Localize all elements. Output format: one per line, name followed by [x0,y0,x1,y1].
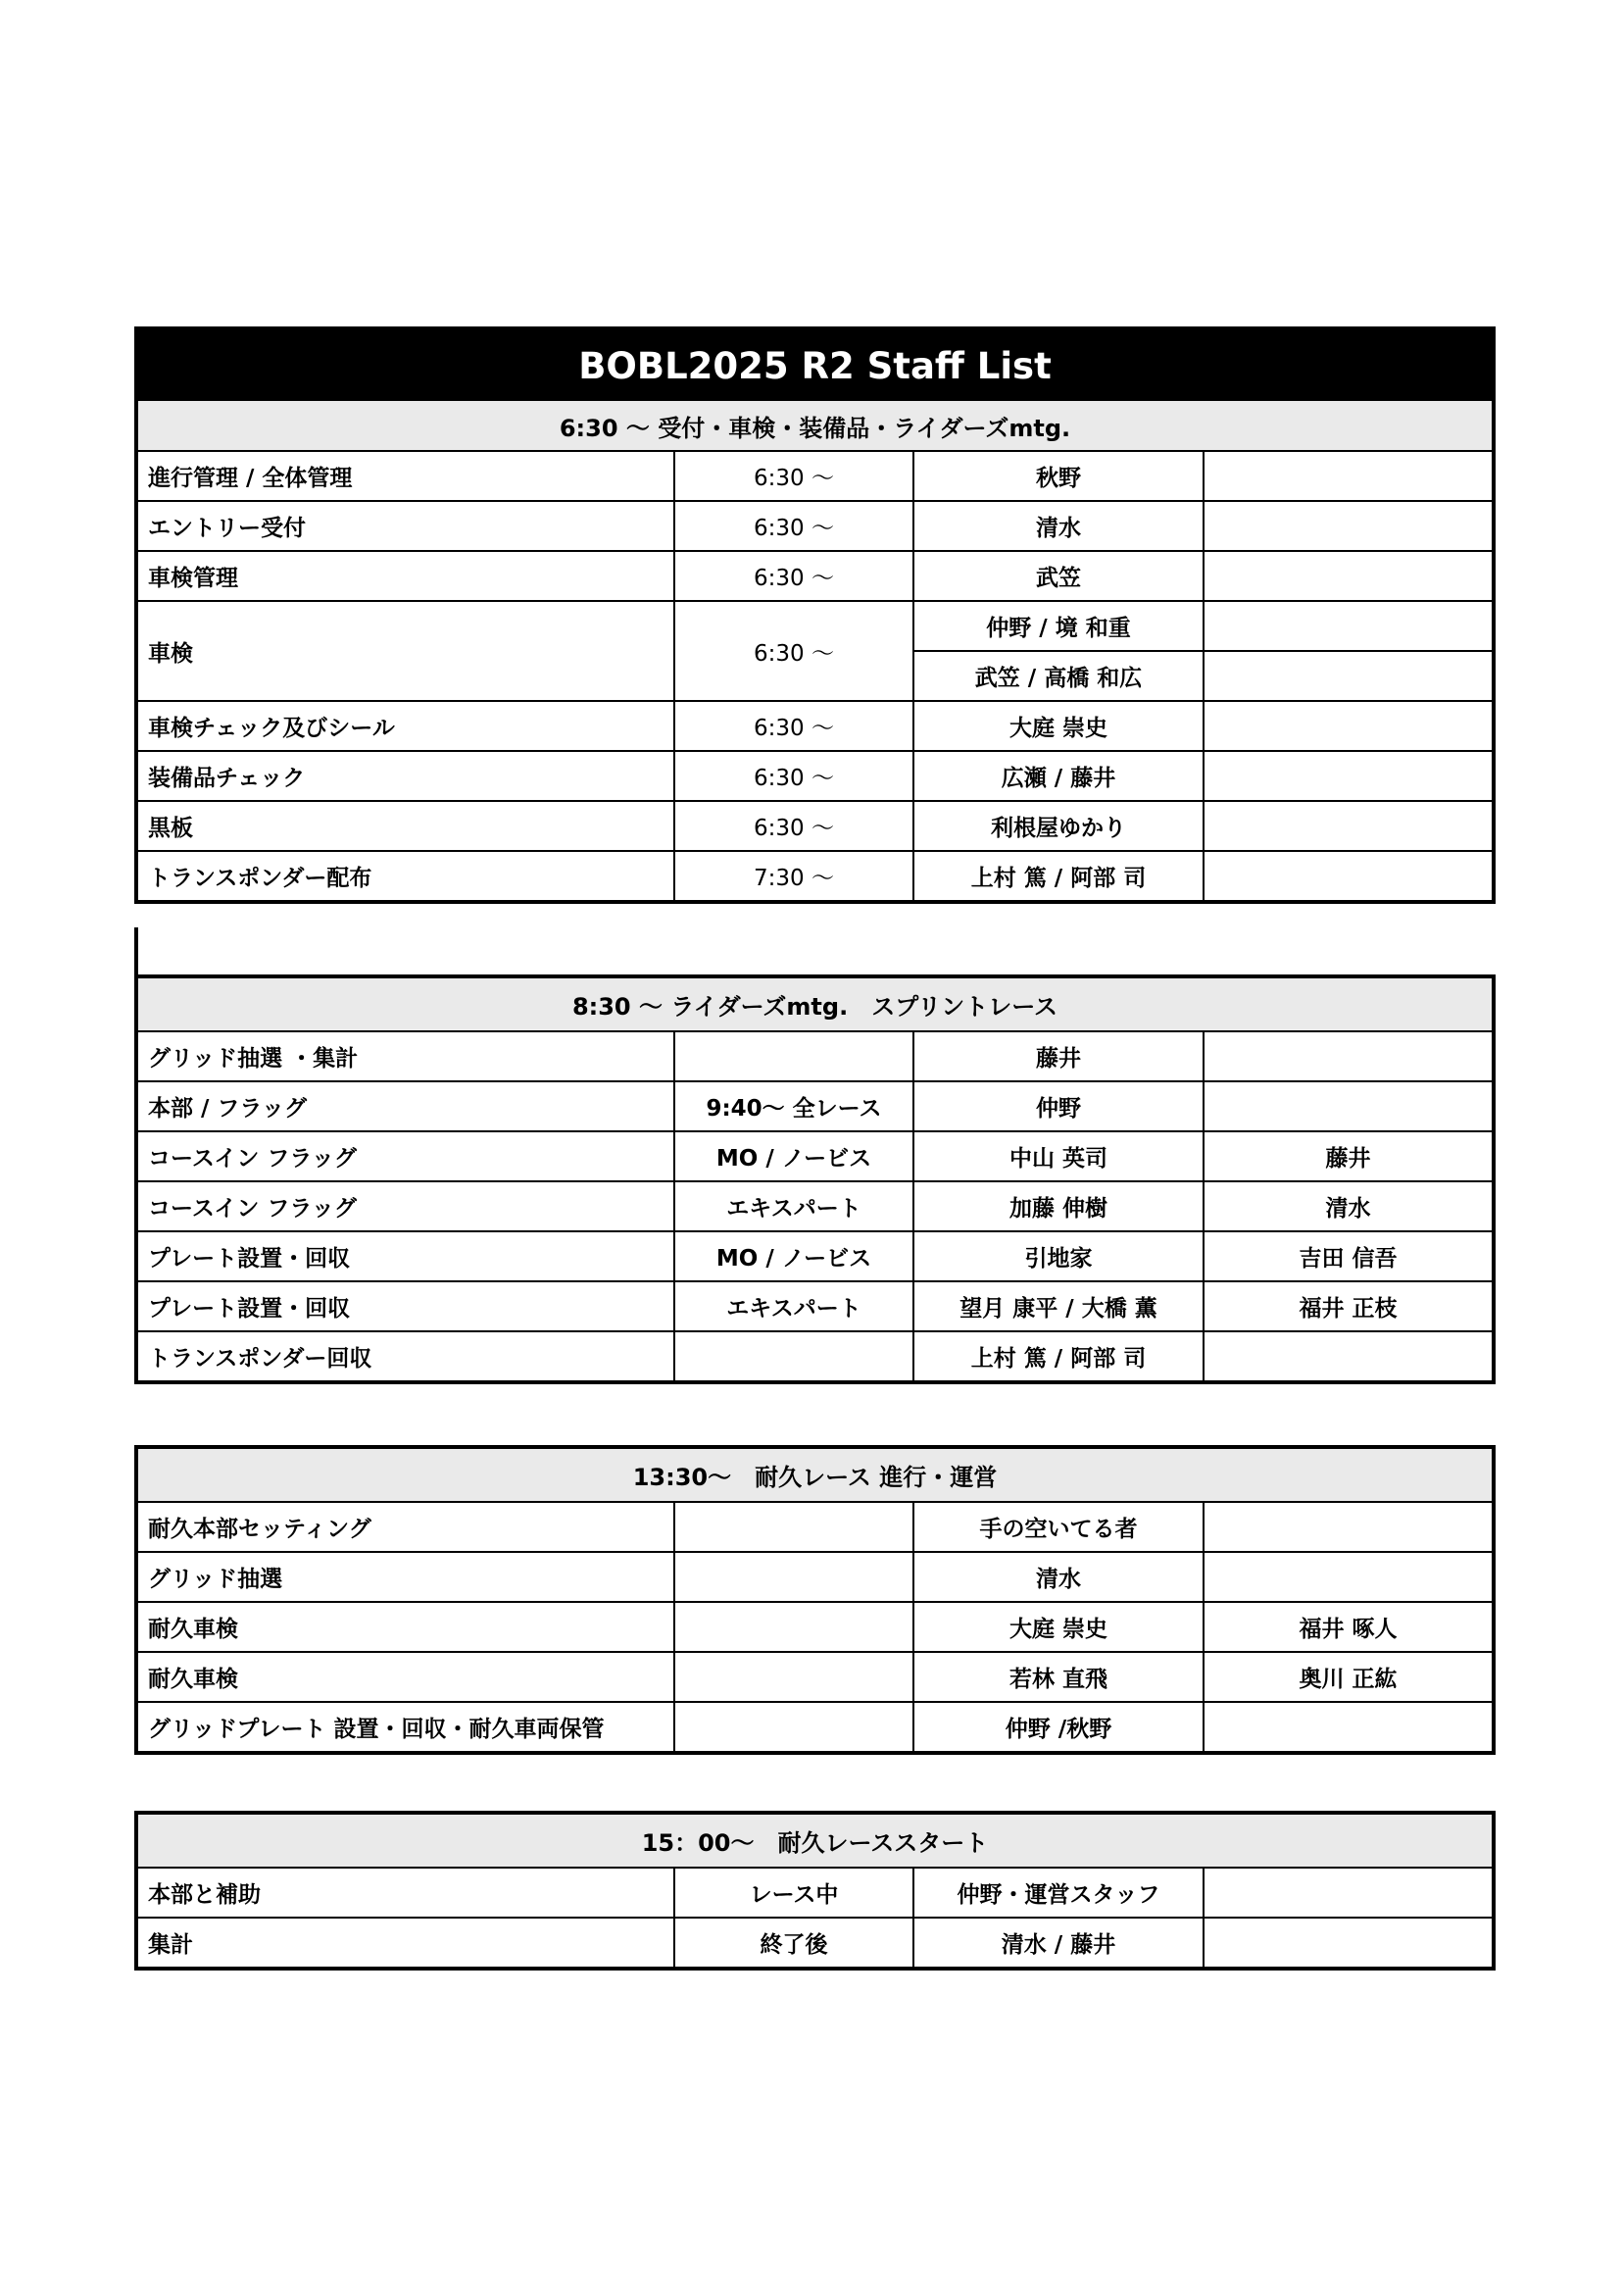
extra-staff-cell: 奥川 正紘 [1204,1652,1492,1702]
section-endurance-start [134,1811,1496,1971]
staff-table [138,1503,1492,1751]
section-reception [134,326,1496,904]
table-row [138,1918,1492,1967]
time-cell: 6:30 〜 [674,551,913,601]
role-cell: コースイン フラッグ [138,1181,674,1231]
time-cell [674,1702,913,1751]
role-cell: 装備品チェック [138,751,674,801]
table-row [138,1652,1492,1702]
time-cell: 6:30 〜 [674,501,913,551]
staff-table [138,452,1492,900]
table-row [138,1702,1492,1751]
staff-cell: 清水 / 藤井 [913,1918,1204,1967]
staff-cell: 仲野 / 境 和重 [913,601,1204,651]
staff-cell: 清水 [913,501,1204,551]
extra-staff-cell: 福井 啄人 [1204,1602,1492,1652]
staff-cell: 大庭 崇史 [913,1602,1204,1652]
staff-table [138,1869,1492,1967]
table-row [138,851,1492,900]
time-cell: 6:30 〜 [674,601,913,701]
extra-staff-cell [1204,801,1492,851]
extra-staff-cell [1204,1032,1492,1081]
section-heading: 6:30 〜 受付・車検・装備品・ライダーズmtg. [138,401,1492,452]
extra-staff-cell [1204,751,1492,801]
time-cell: 終了後 [674,1918,913,1967]
role-cell: 進行管理 / 全体管理 [138,452,674,501]
staff-cell: 上村 篤 / 阿部 司 [913,1331,1204,1380]
extra-staff-cell [1204,1869,1492,1918]
extra-staff-cell [1204,1702,1492,1751]
staff-cell: 仲野・運営スタッフ [913,1869,1204,1918]
table-row [138,1503,1492,1552]
staff-cell: 若林 直飛 [913,1652,1204,1702]
table-row [138,1552,1492,1602]
table-row [138,1032,1492,1081]
role-cell: 耐久車検 [138,1652,674,1702]
table-row [138,501,1492,551]
role-cell: 集計 [138,1918,674,1967]
section-heading: 8:30 〜 ライダーズmtg. スプリントレース [138,978,1492,1032]
role-cell: グリッドプレート 設置・回収・耐久車両保管 [138,1702,674,1751]
time-cell: 9:40〜 全レース [674,1081,913,1131]
staff-cell: 手の空いてる者 [913,1503,1204,1552]
staff-cell: 仲野 /秋野 [913,1702,1204,1751]
extra-staff-cell [1204,501,1492,551]
extra-staff-cell [1204,601,1492,651]
staff-cell: 利根屋ゆかり [913,801,1204,851]
time-cell [674,1552,913,1602]
role-cell: 本部 / フラッグ [138,1081,674,1131]
time-cell: エキスパート [674,1281,913,1331]
staff-cell: 清水 [913,1552,1204,1602]
staff-cell: 望月 康平 / 大橋 薫 [913,1281,1204,1331]
role-cell: 車検 [138,601,674,701]
table-row [138,1081,1492,1131]
time-cell: 6:30 〜 [674,701,913,751]
table-row [138,1231,1492,1281]
table-row [138,1181,1492,1231]
section-connector-line [134,927,138,974]
time-cell: MO / ノービス [674,1231,913,1281]
table-row [138,1869,1492,1918]
staff-cell: 広瀬 / 藤井 [913,751,1204,801]
staff-cell: 藤井 [913,1032,1204,1081]
role-cell: エントリー受付 [138,501,674,551]
staff-cell: 中山 英司 [913,1131,1204,1181]
extra-staff-cell [1204,701,1492,751]
role-cell: 耐久本部セッティング [138,1503,674,1552]
extra-staff-cell [1204,851,1492,900]
extra-staff-cell: 福井 正枝 [1204,1281,1492,1331]
staff-cell: 秋野 [913,452,1204,501]
extra-staff-cell: 吉田 信吾 [1204,1231,1492,1281]
table-row [138,801,1492,851]
extra-staff-cell: 藤井 [1204,1131,1492,1181]
role-cell: グリッド抽選 [138,1552,674,1602]
time-cell [674,1602,913,1652]
table-row [138,1331,1492,1380]
table-row [138,1602,1492,1652]
section-endurance-operation [134,1445,1496,1755]
section-sprint-race [134,974,1496,1384]
role-cell: トランスポンダー回収 [138,1331,674,1380]
table-row [138,551,1492,601]
role-cell: プレート設置・回収 [138,1231,674,1281]
extra-staff-cell [1204,1081,1492,1131]
staff-cell: 武笠 / 高橋 和広 [913,651,1204,701]
section-heading: 13:30〜 耐久レース 進行・運営 [138,1449,1492,1503]
staff-cell: 加藤 伸樹 [913,1181,1204,1231]
table-row [138,751,1492,801]
time-cell: MO / ノービス [674,1131,913,1181]
staff-cell: 引地家 [913,1231,1204,1281]
role-cell: グリッド抽選 ・集計 [138,1032,674,1081]
role-cell: 本部と補助 [138,1869,674,1918]
time-cell: 7:30 〜 [674,851,913,900]
role-cell: 黒板 [138,801,674,851]
extra-staff-cell [1204,651,1492,701]
time-cell: 6:30 〜 [674,452,913,501]
role-cell: コースイン フラッグ [138,1131,674,1181]
time-cell [674,1331,913,1380]
time-cell: レース中 [674,1869,913,1918]
table-row [138,1131,1492,1181]
extra-staff-cell [1204,452,1492,501]
role-cell: 車検チェック及びシール [138,701,674,751]
page-title: BOBL2025 R2 Staff List [138,330,1492,401]
staff-cell: 仲野 [913,1081,1204,1131]
time-cell: エキスパート [674,1181,913,1231]
extra-staff-cell [1204,1552,1492,1602]
extra-staff-cell [1204,1331,1492,1380]
time-cell: 6:30 〜 [674,751,913,801]
table-row [138,1281,1492,1331]
staff-table [138,1032,1492,1380]
staff-cell: 武笠 [913,551,1204,601]
role-cell: プレート設置・回収 [138,1281,674,1331]
table-row [138,601,1492,651]
time-cell [674,1503,913,1552]
extra-staff-cell [1204,551,1492,601]
time-cell: 6:30 〜 [674,801,913,851]
section-heading: 15：00〜 耐久レーススタート [138,1815,1492,1869]
extra-staff-cell [1204,1503,1492,1552]
role-cell: 車検管理 [138,551,674,601]
staff-cell: 上村 篤 / 阿部 司 [913,851,1204,900]
table-row [138,452,1492,501]
time-cell [674,1652,913,1702]
staff-cell: 大庭 崇史 [913,701,1204,751]
extra-staff-cell [1204,1918,1492,1967]
role-cell: 耐久車検 [138,1602,674,1652]
table-row [138,701,1492,751]
time-cell [674,1032,913,1081]
extra-staff-cell: 清水 [1204,1181,1492,1231]
role-cell: トランスポンダー配布 [138,851,674,900]
